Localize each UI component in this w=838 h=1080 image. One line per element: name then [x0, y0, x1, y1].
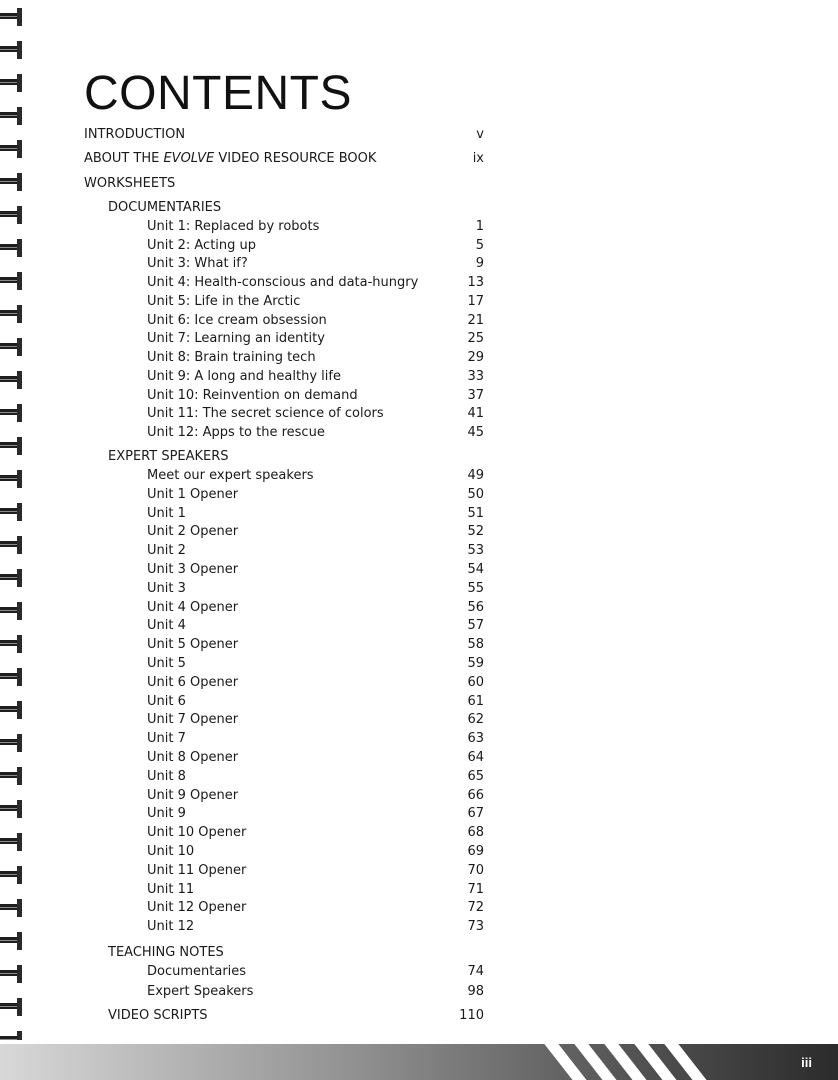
toc-page-number: 58	[467, 637, 484, 653]
page-title: CONTENTS	[84, 67, 352, 120]
toc-page-number: 65	[467, 768, 484, 784]
toc-item: Unit 11 Opener	[147, 862, 247, 878]
toc-page-number: 68	[467, 825, 484, 841]
toc-item: Unit 10	[147, 844, 195, 859]
toc-section-label: DOCUMENTARIES	[108, 200, 222, 215]
toc-page-number: 59	[467, 656, 484, 671]
toc-item: Unit 4 Opener	[147, 599, 239, 615]
toc-page-number: 62	[467, 712, 484, 728]
toc-item: Unit 2	[147, 543, 186, 559]
toc-item: Unit 3 Opener	[147, 562, 239, 577]
toc-page-number: 55	[467, 580, 484, 596]
toc-item: Unit 12: Apps to the rescue	[147, 425, 325, 441]
toc-item: Unit 11	[147, 881, 195, 897]
toc-page-number: ix	[472, 151, 484, 166]
toc-page-number: 49	[467, 468, 484, 483]
toc-entry-label-part: VIDEO RESOURCE BOOK	[214, 151, 377, 166]
toc-section-expert-speakers	[108, 449, 229, 465]
toc-item: Expert Speakers	[147, 983, 254, 999]
toc-page-number: 53	[467, 543, 484, 559]
toc-page-number: 67	[467, 806, 484, 822]
toc-page-number: 110	[459, 1008, 484, 1023]
toc-page-number: 37	[467, 387, 484, 403]
toc-page-number: 29	[467, 350, 484, 366]
toc-item: Meet our expert speakers	[147, 468, 314, 483]
toc-item: Unit 4	[147, 618, 186, 634]
toc-item: Unit 7: Learning an identity	[147, 331, 325, 347]
toc-page-number: 73	[467, 919, 484, 935]
toc-page-number: 98	[467, 983, 484, 999]
toc-item: Unit 5	[147, 656, 186, 671]
toc-item: Documentaries	[147, 964, 247, 979]
spiral-binding	[0, 0, 22, 1040]
toc-section-teaching-notes	[108, 945, 224, 961]
toc-item: Unit 10: Reinvention on demand	[147, 387, 358, 403]
toc-page-number: 57	[467, 618, 484, 634]
toc-page-number: 56	[467, 599, 484, 615]
toc-item: Unit 6: Ice cream obsession	[147, 312, 327, 328]
toc-page-number: 54	[467, 562, 484, 577]
toc-page-number: 45	[467, 425, 484, 441]
toc-page-number: 25	[467, 331, 484, 347]
footer-bar	[0, 1044, 838, 1080]
toc-item: Unit 11: The secret science of colors	[147, 406, 384, 422]
toc-entry-video-scripts	[108, 1008, 208, 1024]
toc-entry-about	[84, 151, 376, 167]
toc-page-number: 50	[467, 486, 484, 502]
toc-page-number: 17	[467, 293, 484, 309]
toc-page-number: v	[476, 127, 484, 142]
toc-entry-label-italic: EVOLVE	[163, 151, 215, 166]
toc-item: Unit 10 Opener	[147, 825, 247, 841]
toc-page-number: 13	[467, 275, 484, 291]
toc-page-number: 5	[475, 237, 484, 253]
toc-page-number: 63	[467, 731, 484, 747]
toc-page-number: 70	[467, 862, 484, 878]
toc-entry-label: INTRODUCTION	[84, 127, 186, 142]
toc-entry-label: WORKSHEETS	[84, 176, 176, 191]
toc-item: Unit 3	[147, 580, 186, 596]
toc-item: Unit 9: A long and healthy life	[147, 368, 341, 384]
toc-item: Unit 12 Opener	[147, 900, 247, 916]
toc-page-number: 72	[467, 900, 484, 916]
toc-entry-introduction	[84, 127, 185, 143]
toc-page-number: 60	[467, 674, 484, 690]
toc-page-number: 41	[467, 406, 484, 422]
toc-item: Unit 9	[147, 806, 186, 822]
toc-page-number: 71	[467, 881, 484, 897]
toc-section-label: EXPERT SPEAKERS	[108, 449, 229, 464]
toc-section-label: TEACHING NOTES	[108, 945, 224, 960]
toc-page-number: 51	[467, 505, 484, 521]
toc-item: Unit 2 Opener	[147, 524, 239, 540]
toc-page-number: 61	[467, 693, 484, 709]
toc-page-number: 21	[467, 312, 484, 328]
toc-item: Unit 4: Health-conscious and data-hungry	[147, 275, 419, 291]
toc-item: Unit 9 Opener	[147, 787, 239, 803]
toc-page-number: 33	[467, 368, 484, 384]
toc-item: Unit 2: Acting up	[147, 237, 257, 253]
toc-page-number: 52	[467, 524, 484, 540]
toc-item: Unit 1 Opener	[147, 486, 239, 502]
toc-item: Unit 1: Replaced by robots	[147, 219, 320, 234]
toc-item: Unit 8	[147, 768, 186, 784]
toc-item: Unit 8: Brain training tech	[147, 350, 316, 366]
toc-item: Unit 7	[147, 731, 186, 747]
toc-item: Unit 6 Opener	[147, 674, 239, 690]
toc-page-number: 74	[467, 964, 484, 979]
toc-page-number: 69	[467, 844, 484, 859]
toc-item: Unit 5: Life in the Arctic	[147, 293, 301, 309]
toc-entry-worksheets	[84, 176, 175, 192]
toc-page-number: 64	[467, 750, 484, 765]
toc-page-number: 66	[467, 787, 484, 803]
toc-item: Unit 7 Opener	[147, 712, 239, 728]
toc-entry-label: VIDEO SCRIPTS	[108, 1008, 208, 1023]
toc-entry-label-part: ABOUT THE	[84, 151, 164, 166]
toc-page-number: 9	[475, 256, 484, 272]
toc-section-documentaries	[108, 200, 221, 216]
toc-item: Unit 5 Opener	[147, 637, 239, 653]
toc-item: Unit 12	[147, 919, 195, 935]
toc-item: Unit 1	[147, 505, 186, 521]
page-folio: iii	[801, 1055, 812, 1070]
toc-item: Unit 3: What if?	[147, 256, 248, 272]
toc-item: Unit 8 Opener	[147, 750, 239, 765]
toc-item: Unit 6	[147, 693, 186, 709]
toc-page-number: 1	[475, 219, 484, 234]
